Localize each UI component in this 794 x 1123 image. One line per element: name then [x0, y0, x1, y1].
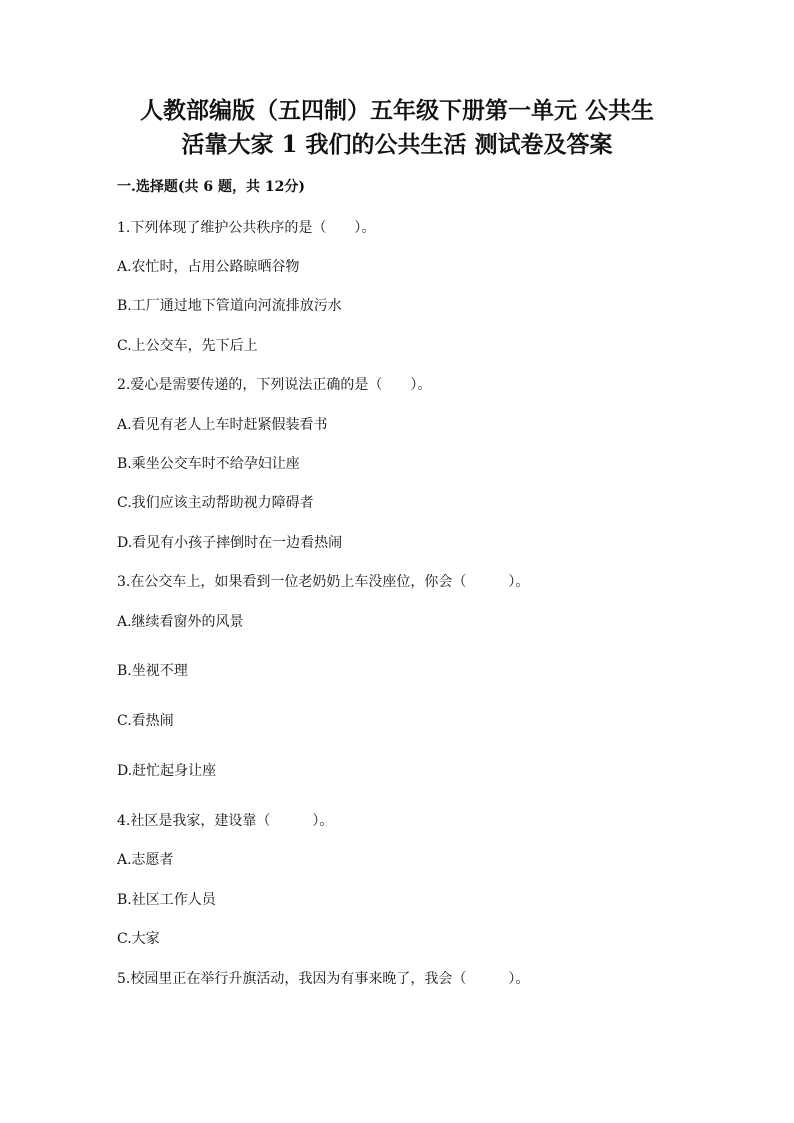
question-4-option-c: C.大家 [117, 931, 160, 947]
question-4-option-b: B.社区工作人员 [117, 892, 216, 908]
question-4-option-a: A.志愿者 [117, 852, 174, 868]
question-2-stem: 2.爱心是需要传递的，下列说法正确的是（ ）。 [117, 377, 432, 393]
question-3-option-c: C.看热闹 [117, 713, 174, 729]
document-title-line-1: 人教部编版（五四制）五年级下册第一单元 公共生 [139, 97, 654, 124]
document-title-line-2: 活靠大家 1 我们的公共生活 测试卷及答案 [181, 131, 613, 158]
question-1-option-b: B.工厂通过地下管道向河流排放污水 [117, 298, 342, 314]
question-3-option-d: D.赶忙起身让座 [117, 763, 217, 779]
question-4-stem: 4.社区是我家，建设靠（ ）。 [117, 813, 334, 829]
question-2-option-c: C.我们应该主动帮助视力障碍者 [117, 495, 314, 511]
question-3-option-a: A.继续看窗外的风景 [117, 614, 244, 630]
question-3-option-b: B.坐视不理 [117, 663, 188, 679]
question-1-option-c: C.上公交车，先下后上 [117, 338, 258, 354]
question-3-stem: 3.在公交车上，如果看到一位老奶奶上车没座位，你会（ ）。 [117, 574, 530, 590]
question-2-option-a: A.看见有老人上车时赶紧假装看书 [117, 417, 328, 433]
question-1-stem: 1.下列体现了维护公共秩序的是（ ）。 [117, 220, 376, 236]
question-1-option-a: A.农忙时，占用公路晾晒谷物 [117, 259, 300, 275]
section-heading: 一.选择题(共 6 题，共 12分) [117, 179, 305, 195]
question-5-stem: 5.校园里正在举行升旗活动，我因为有事来晚了，我会（ ）。 [117, 971, 530, 987]
question-2-option-d: D.看见有小孩子摔倒时在一边看热闹 [117, 535, 343, 551]
question-2-option-b: B.乘坐公交车时不给孕妇让座 [117, 456, 300, 472]
